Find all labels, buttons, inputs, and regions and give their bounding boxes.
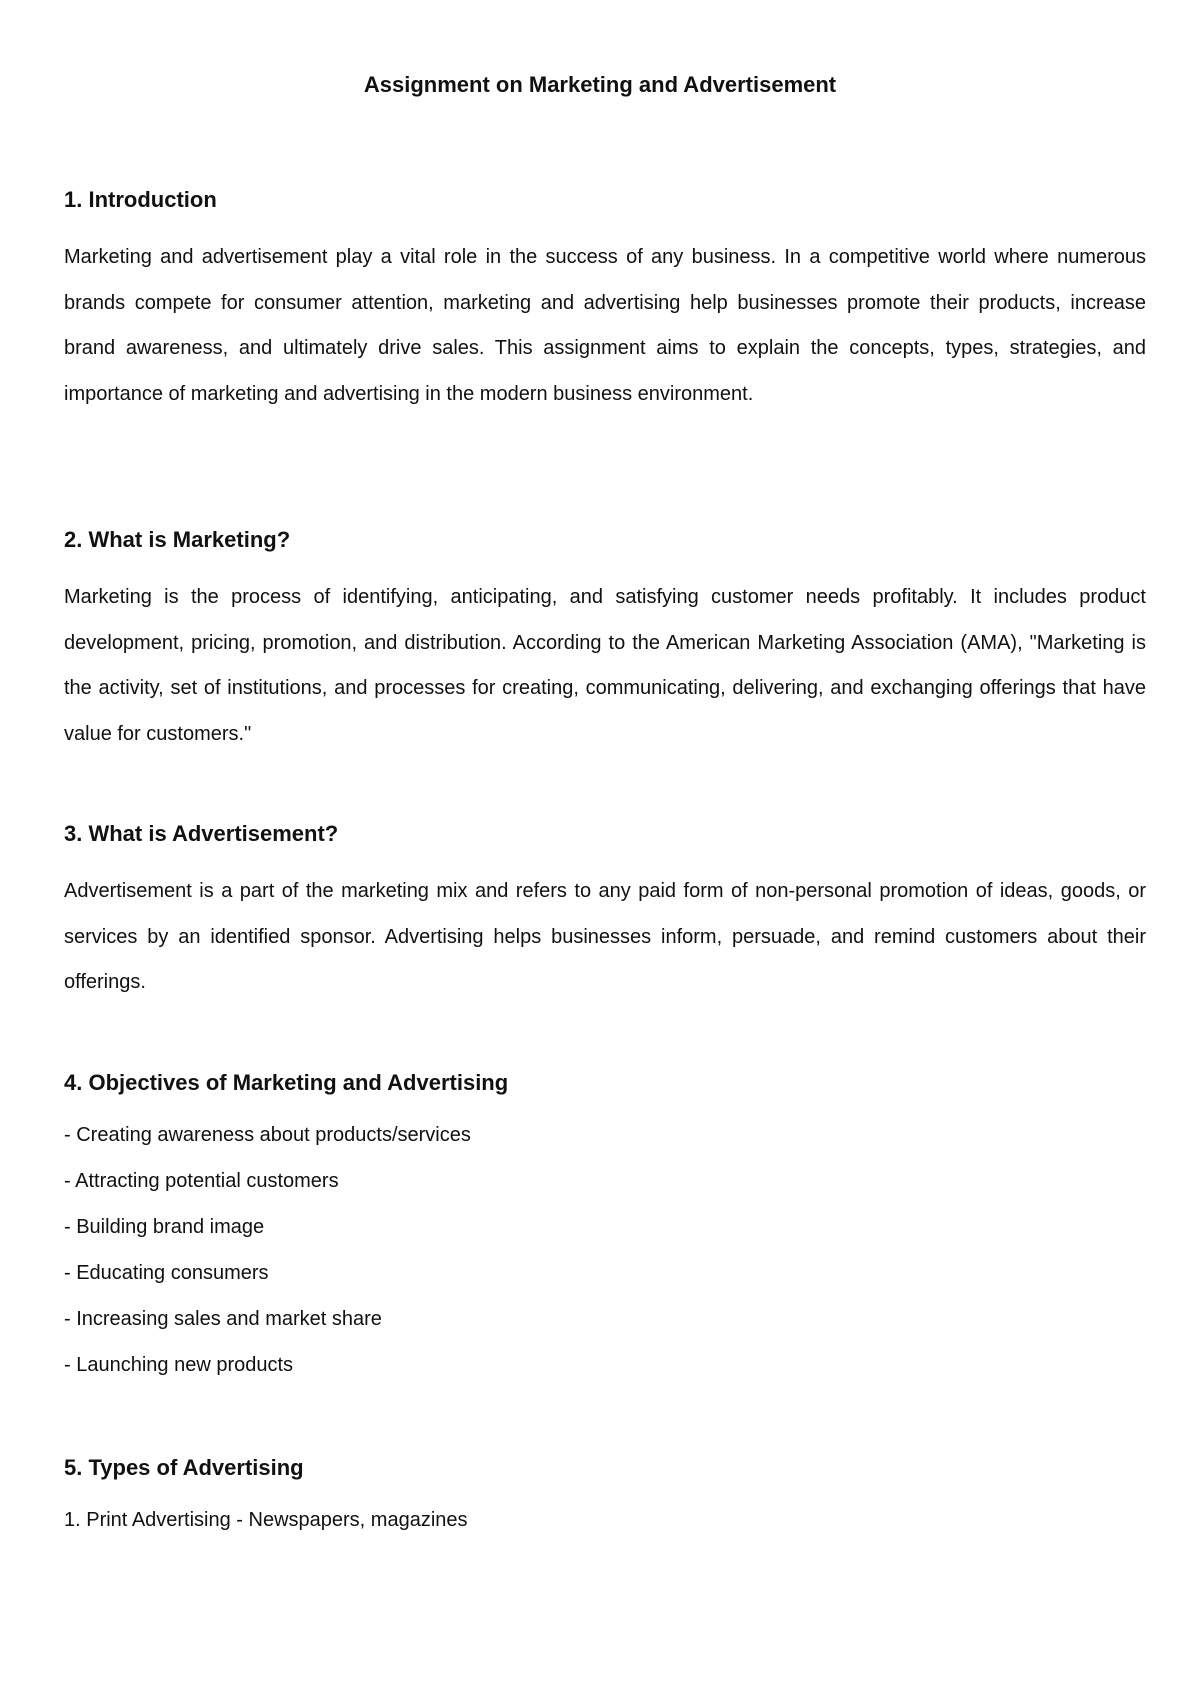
document-title: Assignment on Marketing and Advertisement — [363, 72, 837, 97]
objective-item: - Educating consumers — [64, 1262, 269, 1284]
introduction-paragraph: Marketing and advertisement play a vital role in the success of any business. In a competitive world where numerous brands compete for consumer attention, marketing and advertising help businesses promote their products, increase brand awareness, and ultimately drive sales. This assignment aims to explain the concepts, types, strategies, and importance of marketing and advertising in the modern business environment. — [64, 246, 1146, 405]
objective-item: - Building brand image — [64, 1216, 265, 1238]
objective-item: - Creating awareness about products/services — [64, 1124, 471, 1146]
section-heading-types-of-advertising: 5. Types of Advertising — [64, 1455, 304, 1480]
objective-item: - Increasing sales and market share — [64, 1308, 382, 1330]
advertising-type-item: 1. Print Advertising - Newspapers, magazines — [64, 1509, 468, 1531]
section-heading-what-is-advertisement: 3. What is Advertisement? — [64, 821, 339, 846]
objective-item: - Attracting potential customers — [64, 1170, 339, 1192]
section-heading-what-is-marketing: 2. What is Marketing? — [64, 527, 291, 552]
marketing-paragraph: Marketing is the process of identifying, anticipating, and satisfying customer needs profitably. It includes product development, pricing, promotion, and distribution. According to the American Marketing Association (AMA), "Marketing is the activity, set of institutions, and processes for creating, communicating, delivering, and exchanging offerings that have value for customers." — [64, 586, 1146, 745]
objective-item: - Launching new products — [64, 1354, 294, 1376]
advertisement-paragraph: Advertisement is a part of the marketing mix and refers to any paid form of non-personal promotion of ideas, goods, or services by an identified sponsor. Advertising helps businesses inform, persuade, and remind customers about their offerings. — [64, 880, 1146, 993]
section-heading-objectives: 4. Objectives of Marketing and Advertising — [64, 1070, 509, 1095]
section-heading-introduction: 1. Introduction — [64, 187, 217, 212]
